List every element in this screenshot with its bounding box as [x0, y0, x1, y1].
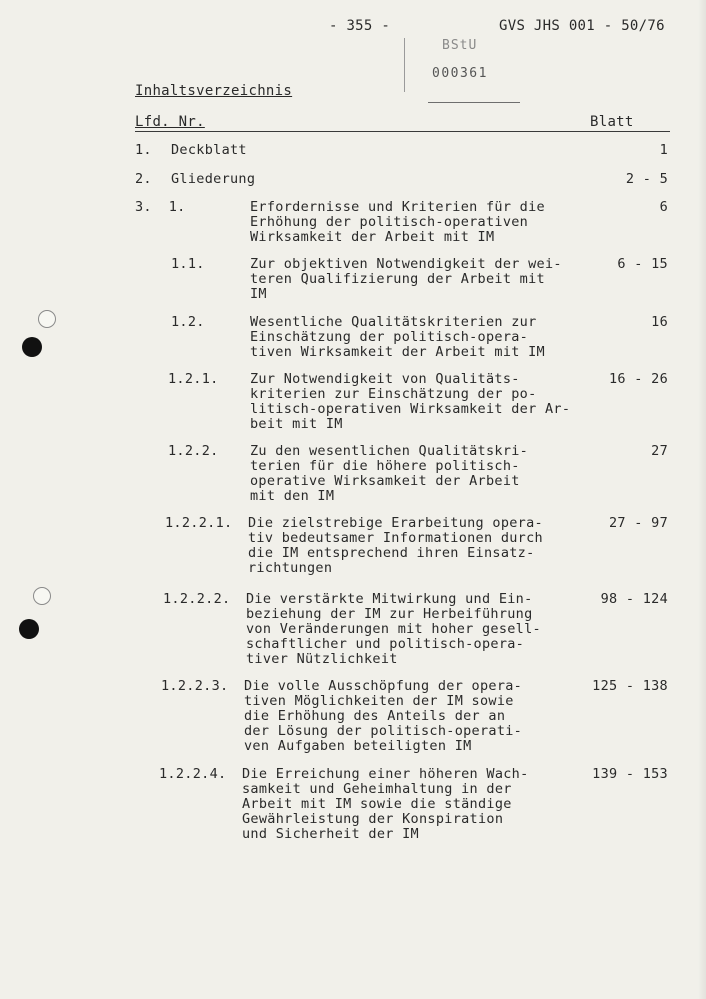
entry-sheet: 27 - 97	[609, 515, 668, 531]
entry-text: Die Erreichung einer höheren Wach- samkeit und Geheimhaltung in der Arbeit mit IM sowie die ständige Gewährleistung der Konspiration und Sicherheit der IM	[242, 766, 529, 842]
entry-text: Die zielstrebige Erarbeitung opera- tiv bedeutsamer Informationen durch die IM entsprechend ihren Einsatz- richtungen	[248, 515, 543, 576]
punch-hole-ring	[38, 310, 56, 328]
punch-hole	[19, 619, 39, 639]
entry-sheet: 16 - 26	[609, 371, 668, 387]
archive-stamp	[404, 38, 524, 104]
entry-sheet: 6 - 15	[617, 256, 668, 272]
entry-sheet: 1	[659, 142, 668, 158]
entry-number: 1.2.2.3.	[161, 678, 229, 694]
punch-hole	[22, 337, 42, 357]
entry-number: 1.2.2.2.	[163, 591, 231, 607]
entry-text: Die volle Ausschöpfung der opera- tiven Möglichkeiten der IM sowie die Erhöhung des Anteils der an der Lösung der politisch-operati- ven Aufgaben beteiligten IM	[244, 678, 523, 754]
entry-sheet: 98 - 124	[600, 591, 668, 607]
entry-text: Zur objektiven Notwendigkeit der wei- teren Qualifizierung der Arbeit mit IM	[250, 256, 562, 302]
stamp-org: BStU	[442, 38, 478, 53]
entry-number: 1.2.2.	[168, 443, 219, 459]
entry-text: Die verstärkte Mitwirkung und Ein- beziehung der IM zur Herbeiführung von Veränderungen mit hoher gesell- schaftlicher und politisch-opera- tiver Nützlichkeit	[246, 591, 541, 667]
entry-text: Zu den wesentlichen Qualitätskri- terien für die höhere politisch- operative Wirksamkeit der Arbeit mit den IM	[250, 443, 529, 504]
entry-number: 2.	[135, 171, 152, 187]
entry-number: 1.1.	[171, 256, 205, 272]
stamp-bracket	[404, 38, 411, 92]
entry-text: Deckblatt	[171, 142, 247, 158]
entry-number: 1.2.1.	[168, 371, 219, 387]
page-number: - 355 -	[329, 18, 391, 34]
entry-number: 1.2.2.4.	[159, 766, 227, 782]
toc-title: Inhaltsverzeichnis	[135, 83, 293, 99]
entry-number: 3. 1.	[135, 199, 186, 215]
header-rule	[135, 131, 670, 132]
entry-number: 1.	[135, 142, 152, 158]
entry-sheet: 27	[651, 443, 668, 459]
entry-text: Gliederung	[171, 171, 256, 187]
entry-number: 1.2.	[171, 314, 205, 330]
toc-column-sheet: Blatt	[590, 114, 634, 130]
entry-text: Wesentliche Qualitätskriterien zur Einschätzung der politisch-opera- tiven Wirksamkeit der Arbeit mit IM	[250, 314, 545, 360]
entry-sheet: 6	[659, 199, 668, 215]
entry-text: Erfordernisse und Kriterien für die Erhöhung der politisch-operativen Wirksamkeit der Arbeit mit IM	[250, 199, 545, 245]
entry-sheet: 2 - 5	[625, 171, 668, 187]
entry-text: Zur Notwendigkeit von Qualitäts- kriterien zur Einschätzung der po- litisch-operativen Wirksamkeit der Ar- beit mit IM	[250, 371, 571, 432]
punch-hole-ring	[33, 587, 51, 605]
document-reference: GVS JHS 001 - 50/76	[499, 18, 665, 34]
toc-column-number: Lfd. Nr.	[135, 114, 205, 130]
entry-number: 1.2.2.1.	[165, 515, 233, 531]
entry-sheet: 125 - 138	[592, 678, 668, 694]
stamp-number: 000361	[432, 66, 488, 81]
stamp-underline	[428, 102, 520, 103]
entry-sheet: 139 - 153	[592, 766, 668, 782]
entry-sheet: 16	[651, 314, 668, 330]
